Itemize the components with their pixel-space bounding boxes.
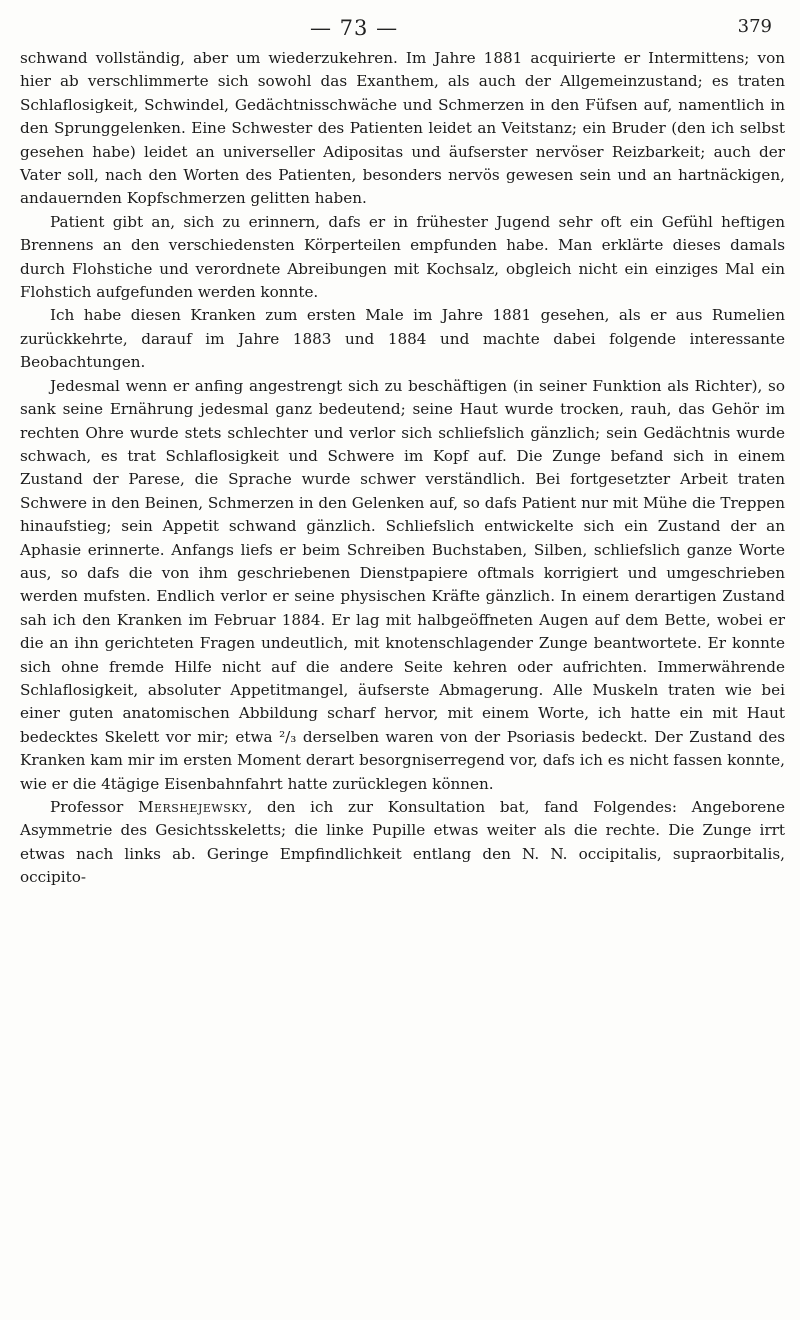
paragraph-prefix: Professor xyxy=(50,798,138,816)
body-text xyxy=(20,47,785,890)
paragraph: schwand vollständig, aber um wiederzukehren. Im Jahre 1881 acquirierte er Intermittens; von hier ab verschlimmerte sich sowohl das Exanthem, als auch der Allgemeinzustand; es traten Schlaflosigkeit, Schwindel, Gedächtnisschwäche und Schmerzen in den Füfsen auf, namentlich in den Sprunggelenken. Eine Schwester des Patienten leidet an Veitstanz; ein Bruder (den ich selbst gesehen habe) leidet an universeller Adipositas und äufserster nervöser Reizbarkeit; auch der Vater soll, nach den Worten des Patienten, besonders nervös gewesen sein und an hartnäckigen, andauernden Kopfschmerzen gelitten haben. xyxy=(20,49,785,208)
paragraph: Jedesmal wenn er anfing angestrengt sich zu beschäftigen (in seiner Funktion als Richter), so sank seine Ernährung jedesmal ganz bedeutend; seine Haut wurde trocken, rauh, das Gehör im rechten Ohre wurde stets schlechter und verlor sich schliefslich gänzlich; sein Gedächtnis wurde schwach, es trat Schlaflosigkeit und Schwere im Kopf auf. Die Zunge befand sich in einem Zustand der Parese, die Sprache wurde schwer verständlich. Bei fortgesetzter Arbeit traten Schwere in den Beinen, Schmerzen in den Gelenken auf, so dafs Patient nur mit Mühe die Treppen hinaufstieg; sein Appetit schwand gänzlich. Schliefslich entwickelte sich ein Zustand der an Aphasie erinnerte. Anfangs liefs er beim Schreiben Buchstaben, Silben, schliefslich ganze Worte aus, so dafs die von ihm geschriebenen Dienstpapiere oftmals korrigiert und umgeschrieben werden mufsten. Endlich verlor er seine physischen Kräfte gänzlich. In einem derartigen Zustand sah ich den Kranken im Februar 1884. Er lag mit halbgeöffneten Augen auf dem Bette, wobei er die an ihn gerichteten Fragen undeutlich, mit knotenschlagender Zunge beantwortete. Er konnte sich ohne fremde Hilfe nicht auf die andere Seite kehren oder aufrichten. Immerwährende Schlaflosigkeit, absoluter Appetitmangel, äufserste Abmagerung. Alle Muskeln traten wie bei einer guten anatomischen Abbildung scharf hervor, mit einem Worte, ich hatte ein mit Haut bedecktes Skelett vor mir; etwa ²/₃ derselben waren von der Psoriasis bedeckt. Der Zustand des Kranken kam mir im ersten Moment derart besorgniserregend vor, dafs ich es nicht fassen konnte, wie er die 4tägige Eisenbahnfahrt hatte zurücklegen können. xyxy=(20,376,785,793)
page-header xyxy=(0,12,800,42)
paragraph: Patient gibt an, sich zu erinnern, dafs er in frühester Jugend sehr oft ein Gefühl heftigen Brennens an den verschiedensten Körperteilen empfunden habe. Man erklärte dieses damals durch Flohstiche und verordnete Abreibungen mit Kochsalz, obgleich nicht ein einziges Mal ein Flohstich aufgefunden werden konnte. xyxy=(20,212,785,302)
folio-number: 379 xyxy=(737,16,772,37)
paragraph-text: , den ich zur Konsultation bat, fand Folgendes: Angeborene Asymmetrie des Gesichtsskeletts; die linke Pupille etwas weiter als die rechte. Die Zunge irrt etwas nach links ab. Geringe Empfindlichkeit entlang den N. N. occipitalis, supraorbitalis, occipito- xyxy=(20,798,785,887)
person-name: Mershejewsky xyxy=(137,798,248,816)
paragraph xyxy=(20,796,785,890)
paragraph: Ich habe diesen Kranken zum ersten Male im Jahre 1881 gesehen, als er aus Rumelien zurückkehrte, darauf im Jahre 1883 und 1884 und machte dabei folgende interessante Beobachtungen. xyxy=(20,306,785,372)
page-number-label: — 73 — xyxy=(310,16,399,40)
